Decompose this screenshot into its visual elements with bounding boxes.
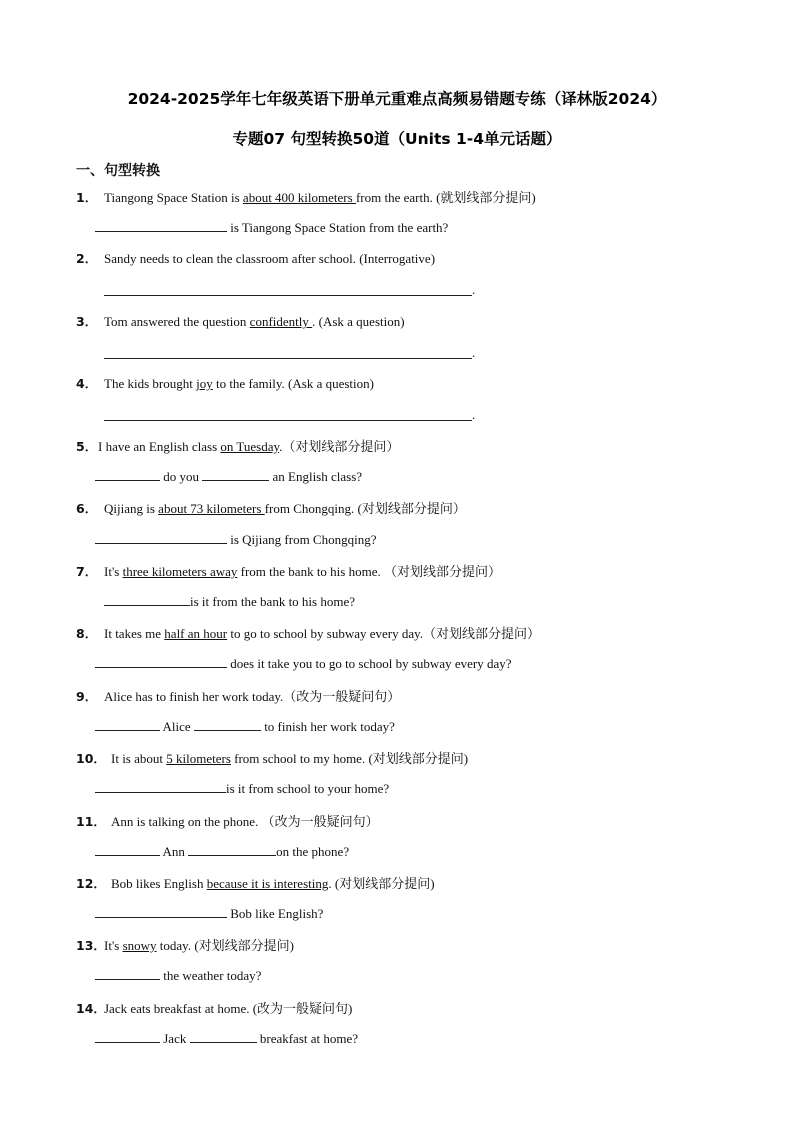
answer-line-4[interactable]: [104, 420, 472, 421]
answer-line-1: is Tiangong Space Station from the earth?: [95, 218, 448, 236]
section-heading: 一、句型转换: [76, 163, 160, 179]
question-number: 2．: [76, 251, 98, 266]
question-9: 9． Alice has to finish her work today.（改为一般疑问句）: [76, 689, 401, 704]
question-1: 1． Tiangong Space Station is about 400 kilometers from the earth. (就划线部分提问): [76, 190, 536, 205]
answer-blank[interactable]: [95, 966, 160, 980]
underlined-part: confidently: [249, 314, 313, 329]
answer-blank[interactable]: [202, 467, 269, 481]
answer-blank[interactable]: [95, 218, 227, 232]
underlined-part: 5 kilometers: [166, 751, 231, 766]
answer-line-10: is it from school to your home?: [95, 779, 389, 797]
answer-blank[interactable]: [188, 842, 276, 856]
question-number: 4．: [76, 376, 98, 391]
answer-line-13: the weather today?: [95, 966, 261, 984]
answer-line-11: Ann on the phone?: [95, 842, 349, 860]
underlined-part: about 73 kilometers: [158, 501, 265, 516]
answer-blank[interactable]: [95, 467, 160, 481]
underlined-part: three kilometers away: [122, 564, 238, 579]
underlined-part: because it is interesting: [206, 876, 329, 891]
answer-blank[interactable]: [95, 530, 227, 544]
question-number: 10．: [76, 751, 106, 766]
answer-blank[interactable]: [194, 717, 261, 731]
answer-line-12: Bob like English?: [95, 904, 323, 922]
question-number: 11．: [76, 814, 106, 829]
question-number: 12．: [76, 876, 106, 891]
question-7: 7． It's three kilometers away from the bank to his home. （对划线部分提问）: [76, 564, 501, 579]
answer-blank[interactable]: [95, 904, 227, 918]
question-number: 7．: [76, 564, 98, 579]
answer-line-3[interactable]: [104, 358, 472, 359]
question-12: 12． Bob likes English because it is interesting. (对划线部分提问): [76, 876, 435, 891]
answer-blank[interactable]: [104, 592, 190, 606]
underlined-part: about 400 kilometers: [242, 190, 356, 205]
question-number: 3．: [76, 314, 98, 329]
question-6: 6． Qijiang is about 73 kilometers from Chongqing. (对划线部分提问）: [76, 501, 466, 516]
question-number: 1．: [76, 190, 98, 205]
question-number: 8．: [76, 626, 98, 641]
underlined-part: on Tuesday: [220, 439, 280, 454]
answer-line-2[interactable]: [104, 295, 472, 296]
underlined-part: snowy: [122, 938, 157, 953]
question-14: 14．Jack eats breakfast at home. (改为一般疑问句): [76, 1001, 353, 1016]
underlined-part: joy: [196, 376, 213, 391]
question-number: 13．: [76, 938, 106, 953]
answer-blank[interactable]: [95, 842, 160, 856]
document-title: 2024-2025学年七年级英语下册单元重难点高频易错题专练（译林版2024）: [127, 90, 667, 108]
answer-line-14: Jack breakfast at home?: [95, 1029, 358, 1047]
underlined-part: half an hour: [164, 626, 228, 641]
document-subtitle: 专题07 句型转换50道（Units 1-4单元话题）: [232, 130, 562, 148]
question-8: 8． It takes me half an hour to go to school by subway every day.（对划线部分提问）: [76, 626, 541, 641]
question-5: 5．I have an English class on Tuesday.（对划线部分提问）: [76, 439, 400, 454]
answer-blank[interactable]: [95, 1029, 160, 1043]
question-2: 2． Sandy needs to clean the classroom after school. (Interrogative): [76, 251, 436, 266]
answer-line-5: do you an English class?: [95, 467, 362, 485]
answer-blank[interactable]: [95, 717, 160, 731]
question-4: 4． The kids brought joy to the family. (Ask a question): [76, 376, 374, 391]
question-number: 5．: [76, 439, 98, 454]
answer-line-6: is Qijiang from Chongqing?: [95, 530, 377, 548]
question-13: 13．It's snowy today. (对划线部分提问): [76, 938, 294, 953]
answer-line-9: Alice to finish her work today?: [95, 717, 395, 735]
answer-line-7: is it from the bank to his home?: [104, 592, 355, 610]
question-number: 9．: [76, 689, 98, 704]
question-number: 6．: [76, 501, 98, 516]
question-11: 11． Ann is talking on the phone. （改为一般疑问句）: [76, 814, 379, 829]
answer-line-8: does it take you to go to school by subway every day?: [95, 654, 512, 672]
answer-blank[interactable]: [190, 1029, 257, 1043]
answer-blank[interactable]: [95, 779, 226, 793]
question-10: 10． It is about 5 kilometers from school to my home. (对划线部分提问): [76, 751, 469, 766]
question-number: 14．: [76, 1001, 106, 1016]
answer-blank[interactable]: [95, 654, 227, 668]
question-3: 3． Tom answered the question confidently . (Ask a question): [76, 314, 405, 329]
